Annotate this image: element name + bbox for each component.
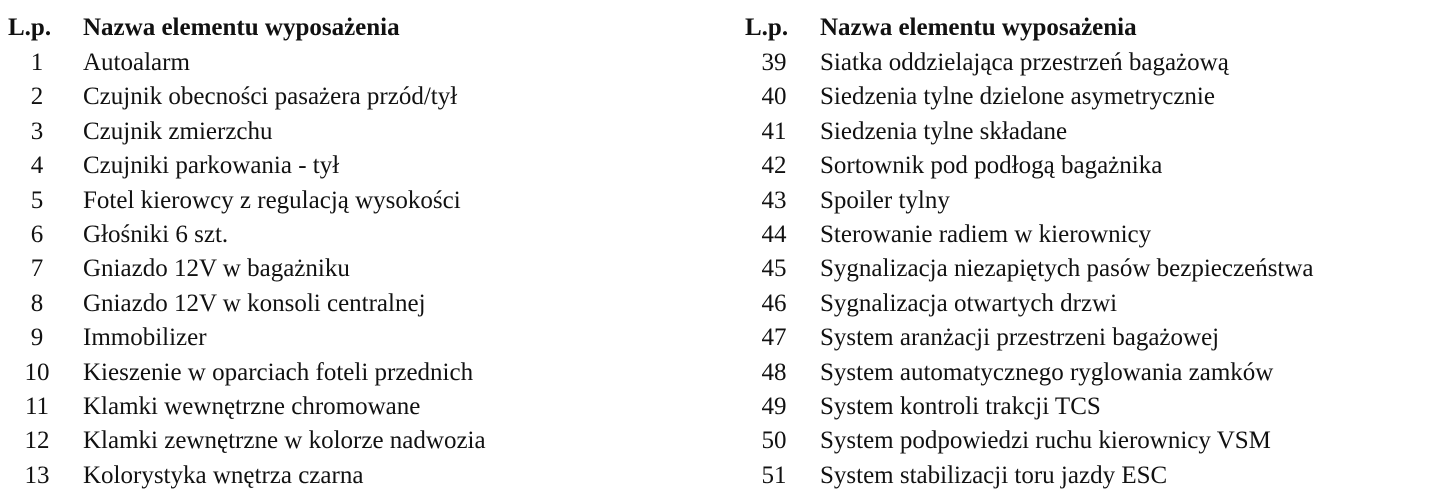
row-name: Głośniki 6 szt. [83, 220, 229, 248]
row-number: 46 [761, 289, 787, 317]
row-number: 9 [30, 324, 44, 352]
row-name: Spoiler tylny [820, 186, 950, 214]
row-name: Kieszenie w oparciach foteli przednich [83, 358, 474, 386]
row-number: 3 [30, 117, 44, 145]
row-number: 7 [30, 255, 44, 283]
row-name: Sterowanie radiem w kierownicy [820, 220, 1152, 248]
lp-header: L.p. [745, 14, 789, 41]
row-name: Czujnik zmierzchu [83, 117, 273, 145]
row-name: System automatycznego ryglowania zamków [820, 358, 1274, 386]
row-name: Gniazdo 12V w bagażniku [83, 255, 350, 283]
row-number: 50 [761, 427, 787, 455]
row-name: Fotel kierowcy z regulacją wysokości [83, 186, 461, 214]
row-number: 11 [24, 392, 50, 420]
row-number: 49 [761, 392, 787, 420]
row-number: 6 [30, 220, 44, 248]
row-number: 1 [30, 49, 44, 76]
row-name: System kontroli trakcji TCS [820, 392, 1101, 420]
row-name: Autoalarm [83, 49, 190, 76]
row-name: Czujniki parkowania - tył [83, 152, 340, 180]
row-number: 10 [24, 358, 50, 386]
row-number: 41 [761, 117, 787, 145]
row-name: Siedzenia tylne dzielone asymetrycznie [820, 83, 1215, 111]
name-header: Nazwa elementu wyposażenia [820, 14, 1137, 41]
row-number: 51 [761, 461, 787, 489]
row-number: 8 [30, 289, 44, 317]
row-number: 42 [761, 152, 787, 180]
row-number: 39 [761, 49, 787, 76]
row-number: 12 [24, 427, 50, 455]
row-number: 13 [24, 461, 50, 489]
row-number: 4 [30, 152, 44, 180]
row-number: 45 [761, 255, 787, 283]
row-name: Klamki zewnętrzne w kolorze nadwozia [83, 427, 486, 455]
row-name: Siatka oddzielająca przestrzeń bagażową [820, 49, 1229, 76]
row-name: Sygnalizacja otwartych drzwi [820, 289, 1118, 317]
row-number: 44 [761, 220, 787, 248]
row-name: Sygnalizacja niezapiętych pasów bezpieczeństwa [820, 255, 1314, 283]
row-name: Siedzenia tylne składane [820, 117, 1068, 145]
lp-header: L.p. [8, 14, 52, 41]
row-name: Czujnik obecności pasażera przód/tył [83, 83, 458, 111]
row-name: System aranżacji przestrzeni bagażowej [820, 324, 1220, 352]
row-number: 5 [30, 186, 44, 214]
row-number: 40 [761, 83, 787, 111]
name-header: Nazwa elementu wyposażenia [83, 14, 400, 41]
row-name: Immobilizer [83, 324, 207, 352]
row-name: System podpowiedzi ruchu kierownicy VSM [820, 427, 1271, 455]
row-name: Gniazdo 12V w konsoli centralnej [83, 289, 426, 317]
row-name: Klamki wewnętrzne chromowane [83, 392, 421, 420]
row-name: Sortownik pod podłogą bagażnika [820, 152, 1163, 180]
row-number: 43 [761, 186, 787, 214]
row-number: 2 [30, 83, 44, 111]
row-name: Kolorystyka wnętrza czarna [83, 461, 364, 489]
row-number: 48 [761, 358, 787, 386]
row-name: System stabilizacji toru jazdy ESC [820, 461, 1168, 489]
row-number: 47 [761, 324, 787, 352]
